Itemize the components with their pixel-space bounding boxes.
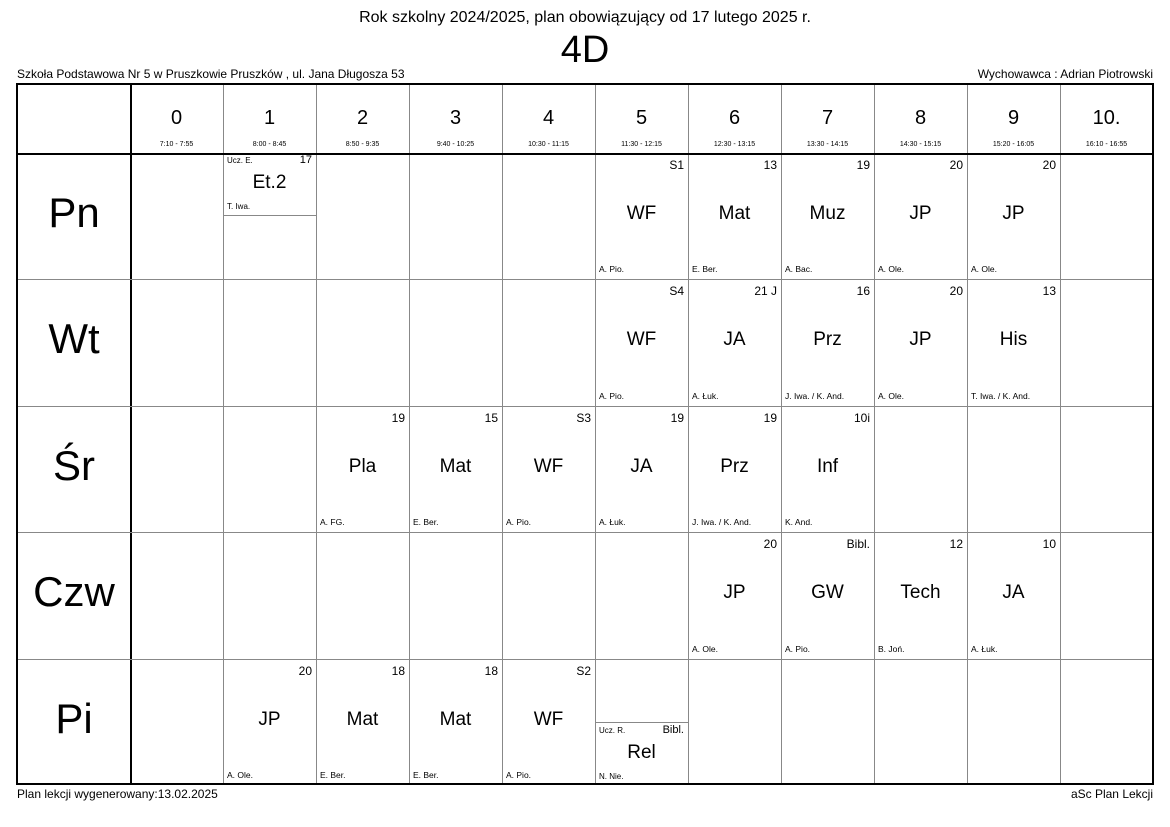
lesson-cell[interactable] xyxy=(781,279,874,405)
lesson-room: 18 xyxy=(391,663,405,678)
lesson-teacher: A. Pio. xyxy=(506,769,532,780)
lesson-subject: Mat xyxy=(346,708,379,730)
lesson-teacher: T. Iwa. / K. And. xyxy=(971,390,1031,401)
lesson-subject: WF xyxy=(533,455,564,477)
lesson-teacher: E. Ber. xyxy=(413,769,439,780)
period-header-7 xyxy=(781,85,874,153)
lesson-subject: Rel xyxy=(627,742,656,763)
lesson-room: S4 xyxy=(669,284,684,299)
lesson-room: 21 J xyxy=(754,284,777,299)
period-number: 10. xyxy=(1092,107,1121,129)
lesson-teacher: A. FG. xyxy=(320,517,345,528)
lesson-cell[interactable] xyxy=(874,153,967,279)
period-number: 9 xyxy=(1007,107,1020,129)
group-name: Ucz. E. xyxy=(227,156,253,165)
period-header-8 xyxy=(874,85,967,153)
class-teacher: Wychowawca : Adrian Piotrowski xyxy=(977,67,1153,81)
lesson-cell[interactable] xyxy=(409,659,502,785)
lesson-teacher: A. Ole. xyxy=(227,769,253,780)
class-name: 4D xyxy=(560,29,610,71)
period-number: 3 xyxy=(449,107,462,129)
period-time: 13:30 - 14:15 xyxy=(806,141,849,148)
school-name: Szkoła Podstawowa Nr 5 w Pruszkowie Pruszków , ul. Jana Długosza 53 xyxy=(17,67,405,81)
period-number: 2 xyxy=(356,107,369,129)
lesson-cell[interactable] xyxy=(688,279,781,405)
timetable-grid xyxy=(16,83,1154,785)
lesson-subject: WF xyxy=(626,203,657,224)
lesson-subject: JP xyxy=(1002,203,1025,224)
lesson-room: 20 xyxy=(763,537,777,552)
group-lesson-cell[interactable] xyxy=(595,722,688,785)
day-label: Czw xyxy=(33,568,115,616)
lesson-subject: WF xyxy=(533,708,564,730)
lesson-teacher: A. Ole. xyxy=(878,390,904,401)
lesson-cell[interactable] xyxy=(688,406,781,532)
lesson-teacher: J. Iwa. / K. And. xyxy=(785,390,845,401)
lesson-teacher: A. Ole. xyxy=(878,264,904,275)
period-time: 11:30 - 12:15 xyxy=(621,141,662,148)
lesson-subject: JP xyxy=(909,203,932,224)
lesson-subject: JP xyxy=(723,582,746,604)
period-header-6 xyxy=(688,85,781,153)
period-time: 9:40 - 10:25 xyxy=(436,141,475,148)
app-name: aSc Plan Lekcji xyxy=(1070,787,1153,801)
lesson-teacher: A. Bac. xyxy=(785,264,813,275)
period-header-5 xyxy=(595,85,688,153)
period-number: 6 xyxy=(728,107,741,129)
day-label: Wt xyxy=(48,315,100,363)
lesson-cell[interactable] xyxy=(223,659,316,785)
lesson-cell[interactable] xyxy=(502,659,595,785)
period-number: 1 xyxy=(263,107,276,129)
lesson-room: 10 xyxy=(1042,537,1056,552)
lesson-room: S1 xyxy=(669,158,684,172)
period-number: 0 xyxy=(170,107,183,129)
lesson-room: 20 xyxy=(949,158,963,172)
period-number: 8 xyxy=(914,107,927,129)
lesson-teacher: E. Ber. xyxy=(320,769,346,780)
lesson-subject: Et.2 xyxy=(252,172,287,193)
lesson-subject: JA xyxy=(630,455,653,477)
day-label: Śr xyxy=(53,441,95,489)
lesson-subject: Prz xyxy=(720,455,749,477)
lesson-room: 13 xyxy=(1042,284,1056,299)
lesson-room: 19 xyxy=(856,158,870,172)
period-header-10 xyxy=(1060,85,1153,153)
lesson-teacher: A. Łuk. xyxy=(692,390,719,401)
lesson-subject: Mat xyxy=(718,203,751,224)
lesson-room: 20 xyxy=(949,284,963,299)
grid-column-line xyxy=(1060,85,1061,783)
period-time: 15:20 - 16:05 xyxy=(992,141,1035,148)
lesson-room: 20 xyxy=(1042,158,1056,172)
period-number: 7 xyxy=(821,107,834,129)
day-label: Pn xyxy=(48,189,100,236)
lesson-teacher: A. Ole. xyxy=(971,264,997,275)
grid-column-line xyxy=(130,85,132,783)
lesson-teacher: K. And. xyxy=(785,517,813,528)
lesson-room: 15 xyxy=(484,410,498,425)
lesson-teacher: E. Ber. xyxy=(692,264,718,275)
period-time: 14:30 - 15:15 xyxy=(899,141,942,148)
lesson-subject: JP xyxy=(258,708,281,730)
lesson-room: 19 xyxy=(763,410,777,425)
period-time: 8:50 - 9:35 xyxy=(345,141,380,148)
lesson-cell[interactable] xyxy=(967,532,1060,658)
day-label: Pi xyxy=(55,694,93,742)
period-time: 7:10 - 7:55 xyxy=(159,141,194,148)
lesson-cell[interactable] xyxy=(595,153,688,279)
lesson-cell[interactable] xyxy=(502,406,595,532)
lesson-room: 19 xyxy=(670,410,684,425)
lesson-teacher: A. Pio. xyxy=(785,643,811,654)
lesson-teacher: B. Joń. xyxy=(878,643,905,654)
lesson-teacher: A. Pio. xyxy=(599,264,625,275)
lesson-cell[interactable] xyxy=(874,532,967,658)
period-header-3 xyxy=(409,85,502,153)
lesson-room: S2 xyxy=(576,663,591,678)
lesson-cell[interactable] xyxy=(316,406,409,532)
lesson-cell[interactable] xyxy=(781,532,874,658)
lesson-cell[interactable] xyxy=(874,279,967,405)
lesson-cell[interactable] xyxy=(688,532,781,658)
lesson-room: 12 xyxy=(949,537,963,552)
period-header-2 xyxy=(316,85,409,153)
lesson-subject: GW xyxy=(811,582,844,604)
lesson-teacher: A. Pio. xyxy=(506,517,532,528)
lesson-room: 13 xyxy=(763,158,777,172)
generated-date: Plan lekcji wygenerowany:13.02.2025 xyxy=(17,787,218,801)
lesson-room: 10i xyxy=(853,410,870,425)
lesson-room: 18 xyxy=(484,663,498,678)
lesson-room: 17 xyxy=(299,154,312,166)
period-header-9 xyxy=(967,85,1060,153)
group-name: Ucz. R. xyxy=(599,726,626,735)
period-header-4 xyxy=(502,85,595,153)
lesson-room: 16 xyxy=(856,284,870,299)
period-time: 12:30 - 13:15 xyxy=(713,141,756,148)
lesson-teacher: A. Łuk. xyxy=(971,643,998,654)
plan-title: Rok szkolny 2024/2025, plan obowiązujący od 17 lutego 2025 r. xyxy=(359,9,811,26)
lesson-subject: Muz xyxy=(809,203,846,224)
lesson-cell[interactable] xyxy=(595,406,688,532)
lesson-cell[interactable] xyxy=(409,406,502,532)
lesson-cell[interactable] xyxy=(967,279,1060,405)
lesson-cell[interactable] xyxy=(316,659,409,785)
lesson-subject: Prz xyxy=(813,329,842,351)
period-header-1 xyxy=(223,85,316,153)
lesson-teacher: E. Ber. xyxy=(413,517,439,528)
lesson-teacher: A. Ole. xyxy=(692,643,718,654)
lesson-cell[interactable] xyxy=(781,153,874,279)
lesson-subject: JA xyxy=(723,329,746,351)
lesson-cell[interactable] xyxy=(595,279,688,405)
lesson-subject: JP xyxy=(909,329,932,351)
lesson-cell[interactable] xyxy=(688,153,781,279)
period-time: 10:30 - 11:15 xyxy=(528,141,569,148)
lesson-subject: Inf xyxy=(816,455,839,477)
lesson-subject: Pla xyxy=(348,455,377,477)
lesson-room: Bibl. xyxy=(662,724,684,736)
lesson-subject: Mat xyxy=(439,455,472,477)
lesson-subject: WF xyxy=(626,329,657,351)
lesson-teacher: A. Łuk. xyxy=(599,517,626,528)
period-time: 16:10 - 16:55 xyxy=(1085,141,1128,148)
lesson-room: 19 xyxy=(391,410,405,425)
lesson-room: Bibl. xyxy=(846,537,870,552)
period-header-0 xyxy=(130,85,223,153)
period-time: 8:00 - 8:45 xyxy=(252,141,287,148)
lesson-teacher: N. Nie. xyxy=(599,772,624,781)
period-number: 5 xyxy=(635,107,648,129)
lesson-subject: Tech xyxy=(900,582,941,604)
lesson-cell[interactable] xyxy=(781,406,874,532)
lesson-room: S3 xyxy=(576,410,591,425)
period-number: 4 xyxy=(542,107,555,129)
lesson-teacher: T. Iwa. xyxy=(227,202,251,211)
lesson-subject: JA xyxy=(1002,582,1025,604)
lesson-teacher: A. Pio. xyxy=(599,390,625,401)
group-lesson-cell[interactable] xyxy=(223,153,316,216)
lesson-subject: Mat xyxy=(439,708,472,730)
lesson-teacher: J. Iwa. / K. And. xyxy=(692,517,752,528)
lesson-cell[interactable] xyxy=(967,153,1060,279)
lesson-room: 20 xyxy=(298,663,312,678)
lesson-subject: His xyxy=(999,329,1028,351)
